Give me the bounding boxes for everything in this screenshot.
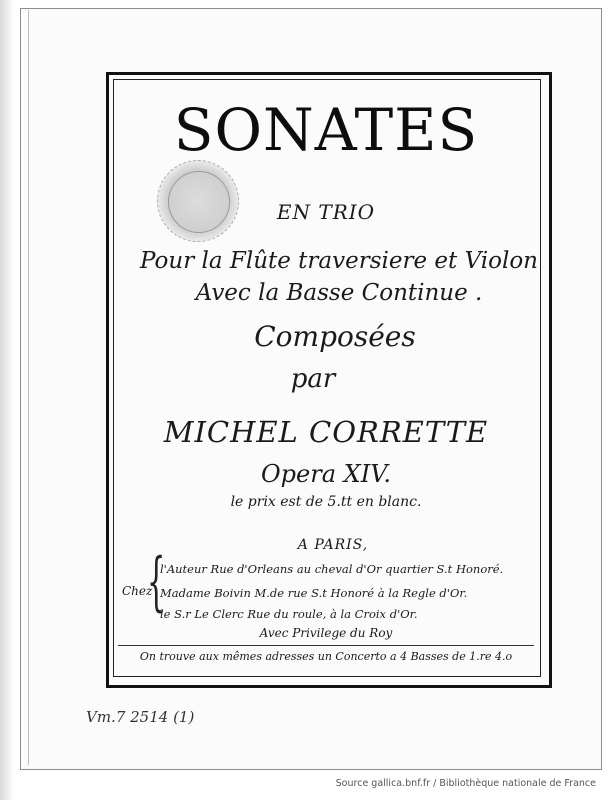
subtitle-en-trio: EN TRIO [276,200,376,224]
price-note: le prix est de 5.tt en blanc. [230,494,422,510]
subtitle-basse-continue: Avec la Basse Continue . [195,280,483,306]
publication-place: A PARIS, [297,537,369,553]
spine-line [28,10,29,765]
composer-name: MICHEL CORRETTE [163,415,489,449]
shelfmark: Vm.7 2514 (1) [86,708,195,726]
document-title: SONATES [173,96,479,164]
address-line-2: Madame Boivin M.de rue S.t Honoré à la Regle d'Or. [160,586,468,600]
footer-note: On trouve aux mêmes adresses un Concerto a 4 Basses de 1.re 4.o [139,650,513,663]
by-label: par [290,364,336,394]
address-line-3: le S.r Le Clerc Rue du roule, à la Croix d'Or. [160,607,418,621]
subtitle-instruments: Pour la Flûte traversiere et Violon [139,248,538,274]
composed-label: Composées [254,320,416,353]
privilege-line: Avec Privilege du Roy [259,626,393,640]
address-line-1: l'Auteur Rue d'Orleans au cheval d'Or quartier S.t Honoré. [160,562,504,576]
source-credit: Source gallica.bnf.fr / Bibliothèque nationale de France [335,778,596,789]
chez-label: Chez [122,584,153,598]
brace-icon: { [147,545,166,619]
divider-rule [118,645,534,646]
opus-number: Opera XIV. [261,460,391,488]
scan-edge [0,0,14,800]
